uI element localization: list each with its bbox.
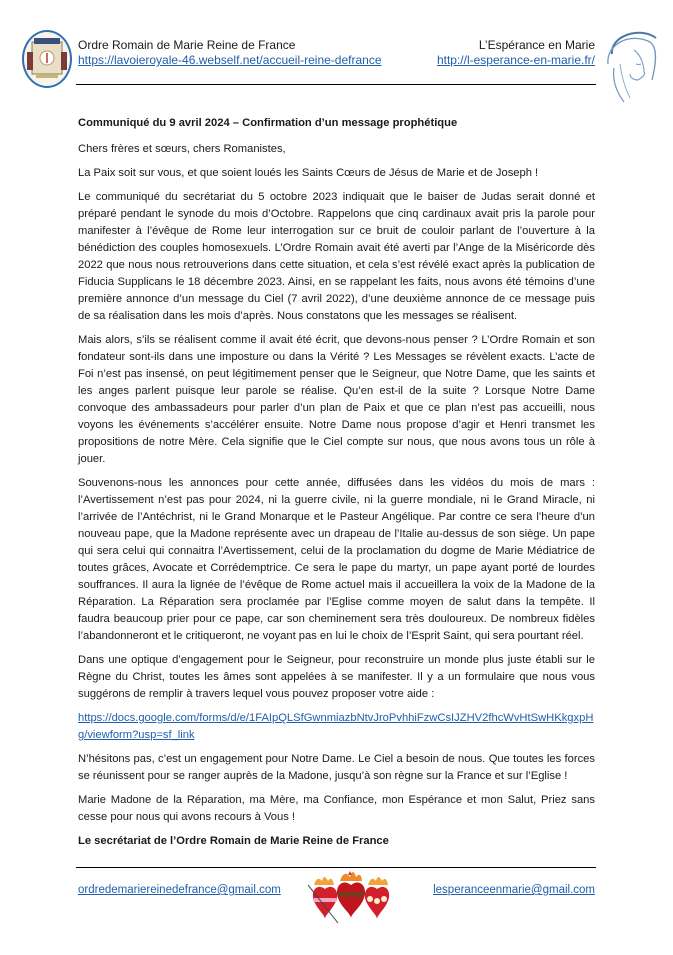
- header-left: [78, 38, 382, 68]
- coat-of-arms-icon: [22, 30, 72, 88]
- paragraph: Souvenons-nous les annonces pour cette année, diffusées dans les vidéos du mois de mars : l’Avertissement n’est pas pour 2024, ni la guerre civile, ni la guerre mondiale, ni le Grand Miracle, ni l’arrivée de l’Antéchrist, ni le Grand Monarque et le Pasteur Angélique. Par contre ce sera l’heure d’un nouveau pape, que la Madone représente avec un drapeau de l’Italie au-dessus de son siège. Un pape qui sera celui qui connaitra l’Avertissement, celui de la proclamation du dogme de Marie Médiatrice de toutes grâces, Avocate et Corrédemptrice. Ce sera le pape du martyr, un pape ayant porté de lourdes souffrances. Il aura la lignée de l’évêque de Rome actuel mais il accueillera la voix de la Madone de la Réparation. La Réparation sera proclamée par l’Eglise comme moyen de salut dans la tempête. Il faudra beaucoup prier pour ce pape, car son cheminement sera très douloureux. De nombreux fidèles l’abandonneront et le critiqueront, ne voyant pas en lui le choix de l’Esprit Saint, qui sera pourtant réel.: [78, 477, 595, 642]
- paragraph: N’hésitons pas, c’est un engagement pour Notre Dame. Le Ciel a besoin de nous. Que toutes les forces se réunissent pour se ranger auprès de la Madone, jusqu’à son règne sur la France et sur l’Eglise !: [78, 753, 595, 782]
- communique-body: [78, 115, 595, 857]
- signature: Le secrétariat de l’Ordre Romain de Marie Reine de France: [78, 835, 389, 847]
- paragraph: Mais alors, s’ils se réalisent comme il avait été écrit, que devons-nous penser ? L’Ordre Romain et son fondateur sont-ils dans une imposture ou dans la Vérité ? Les Messages se révèlent exacts. L’acte de Foi n’est pas insensé, on peut légitimement penser que le Seigneur, que Notre Dame, que les saints et les anges parlent puisque leur parole se réalise. Qu’en est-il de la suite ? Lorsque Notre Dame convoque des ambassadeurs pour parler d’un plan de Paix et que ce plan n’est pas accueilli, nous voyons les événements s’accélérer ensuite. Notre Dame nous propose d’agir et Henri transmet les propositions de notre Mère. Cela signifie que le Ciel compte sur nous, que nous avons tous un rôle à jouer.: [78, 334, 595, 465]
- document-title: Communiqué du 9 avril 2024 – Confirmation d’un message prophétique: [78, 117, 458, 129]
- footer-divider: [76, 867, 596, 868]
- google-form-link[interactable]: https://docs.google.com/forms/d/e/1FAIpQLSfGwnmiazbNtvJroPvhhiFzwCsIJZHV2fhcWvHtSwHKkgxpHg/viewform?usp=sf_link: [78, 712, 594, 741]
- greeting: Chers frères et sœurs, chers Romanistes,: [78, 143, 286, 155]
- form-link-paragraph: [78, 710, 595, 744]
- paragraph: Marie Madone de la Réparation, ma Mère, ma Confiance, mon Espérance et mon Salut, Priez sans cesse pour nous qui avons recours à Vous !: [78, 794, 595, 823]
- paragraph: Le communiqué du secrétariat du 5 octobre 2023 indiquait que le baiser de Judas serait donné et préparé pendant le synode du mois d’Octobre. Rappelons que cinq cardinaux avait pris la parole pour manifester à l’évêque de Rome leur interrogation sur ce bruit de couloir parlant de l’ouverture à la bénédiction des couples homosexuels. L’Ordre Romain avait été averti par l’Ange de la Miséricorde dès 2022 que nous nous retrouverions dans cette situation, et cela s’est révélé exact après la publication de Fiducia Supplicans le 18 décembre 2023. Ainsi, en se rappelant les faits, nous avons été témoins d’une première annonce d’un message du Ciel (7 avril 2022), d’une deuxième annonce de ce message puis de sa réalisation dans les mois d’après. Nous constatons que les messages se réalisent.: [78, 191, 595, 322]
- three-sacred-hearts-icon: [300, 871, 400, 926]
- org-title: Ordre Romain de Marie Reine de France: [78, 38, 296, 52]
- paragraph: La Paix soit sur vous, et que soient loués les Saints Cœurs de Jésus de Marie et de Joseph !: [78, 167, 539, 179]
- madonna-profile-icon: [600, 24, 666, 104]
- org-website-link[interactable]: https://lavoieroyale-46.webself.net/accueil-reine-defrance: [78, 53, 382, 67]
- header-divider: [76, 84, 596, 85]
- esperance-title: L’Espérance en Marie: [478, 38, 595, 52]
- org-email-link[interactable]: ordredemariereinedefrance@gmail.com: [78, 884, 281, 896]
- paragraph: Dans une optique d’engagement pour le Seigneur, pour reconstruire un monde plus juste établi sur le Règne du Christ, toutes les âmes sont appelées à se manifester. Il y a un formulaire que nous vous suggérons de remplir à travers lequel vous pouvez proposer votre aide :: [78, 654, 595, 700]
- header-right: [437, 38, 595, 68]
- esperance-website-link[interactable]: http://l-esperance-en-marie.fr/: [436, 53, 595, 67]
- esperance-email-link[interactable]: lesperanceenmarie@gmail.com: [433, 884, 595, 896]
